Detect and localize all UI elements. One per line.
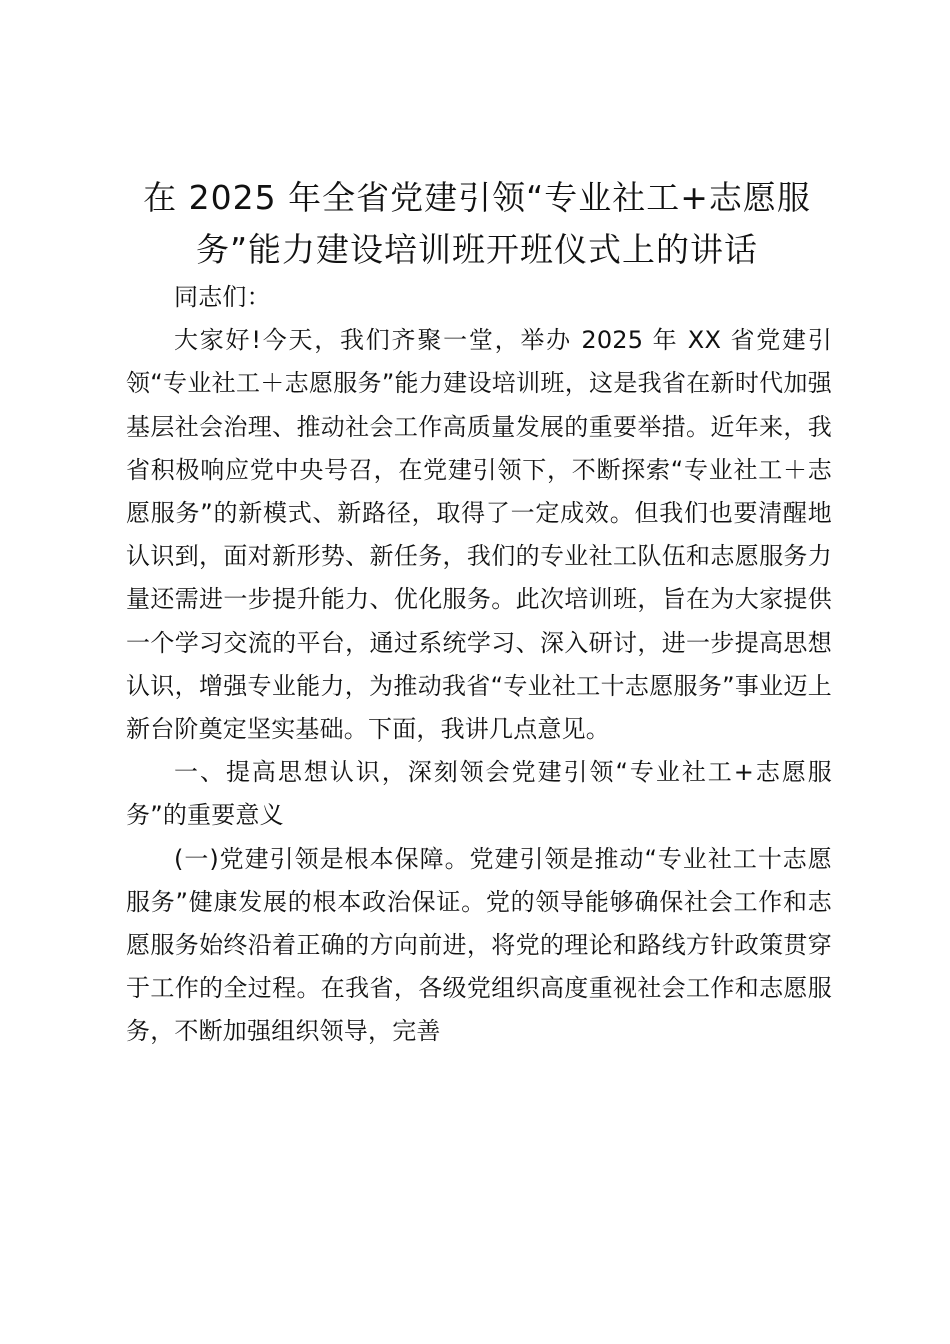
title-line-1: 在 2025 年全省党建引领“专业社工+志愿服 [143, 178, 811, 217]
title-line-2: 务”能力建设培训班开班仪式上的讲话 [195, 230, 759, 269]
document-body [126, 276, 832, 1054]
section-heading-1: 一、提高思想认识，深刻领会党建引领“专业社工+志愿服务”的重要意义 [126, 758, 832, 830]
paragraph-subsection-1: (一)党建引领是根本保障。党建引领是推动“专业社工十志愿服务”健康发展的根本政治保证。党的领导能够确保社会工作和志愿服务始终沿着正确的方向前进，将党的理论和路线方针政策贯穿于工作的全过程。在我省，各级党组织高度重视社会工作和志愿服务，不断加强组织领导，完善 [126, 844, 832, 1046]
document-title [126, 172, 828, 276]
paragraph-intro: 大家好!今天，我们齐聚一堂，举办 2025 年 XX 省党建引领“专业社工＋志愿服务”能力建设培训班，这是我省在新时代加强基层社会治理、推动社会工作高质量发展的重要举措。近年来，我省积极响应党中央号召，在党建引领下，不断探索“专业社工＋志愿服务”的新模式、新路径，取得了一定成效。但我们也要清醒地认识到，面对新形势、新任务，我们的专业社工队伍和志愿服务力量还需进一步提升能力、优化服务。此次培训班，旨在为大家提供一个学习交流的平台，通过系统学习、深入研讨，进一步提高思想认识，增强专业能力，为推动我省“专业社工十志愿服务”事业迈上新台阶奠定坚实基础。下面，我讲几点意见。 [126, 326, 832, 744]
salutation: 同志们： [174, 283, 271, 311]
